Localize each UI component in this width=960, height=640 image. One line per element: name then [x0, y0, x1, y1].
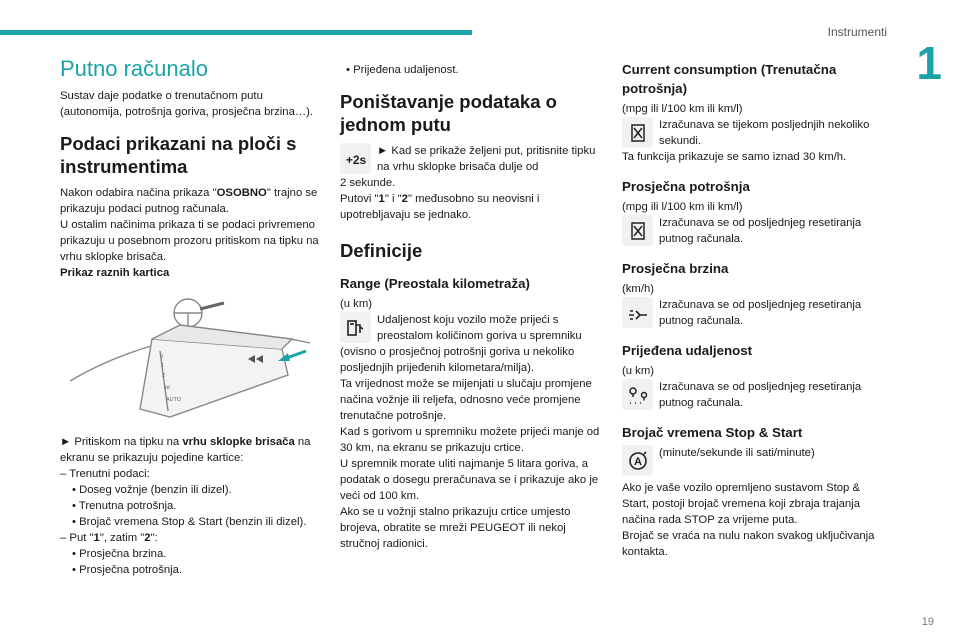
chapter-number: 1: [916, 37, 942, 89]
column-middle: [340, 62, 602, 552]
heading-average-speed: Prosječna brzina: [622, 261, 729, 276]
stalk-label-0: 0: [160, 354, 164, 360]
average-speed-icon: [622, 297, 653, 328]
range-paragraph: Ta vrijednost može se mijenjati u slučaju promjene načina vožnje ili reljefa, odnosno veće promjene trenutačne potrošnje.: [340, 378, 592, 422]
range-definition: Udaljenost koju vozilo može prijeći s preostalom količinom goriva u spremniku: [340, 312, 602, 344]
avg-speed-definition: Izračunava se od posljednjeg resetiranja putnog računala.: [622, 297, 884, 329]
column-right: [622, 60, 884, 560]
heading-display: Podaci prikazani na ploči s instrumentima: [60, 133, 297, 177]
stalk-label-1: 1: [161, 363, 165, 369]
stop-start-paragraph: Brojač se vraća na nulu nakon svakog uključivanja kontakta.: [622, 530, 875, 558]
distance-unit: (u km): [622, 365, 655, 377]
stalk-label-auto: AUTO: [166, 397, 182, 403]
list-current-data: – Trenutni podaci:: [60, 468, 150, 480]
list-item: • Trenutna potrošnja.: [72, 500, 177, 512]
intro-paragraph: Sustav daje podatke o trenutačnom putu (autonomija, potrošnja goriva, prosječna brzina…).: [60, 90, 314, 118]
average-consumption-icon: [622, 215, 653, 246]
current-definition: Izračunava se tijekom posljednjih nekoliko sekundi.: [622, 117, 884, 149]
range-paragraph: Ako se u vožnji stalno prikazuju crtice umjesto brojeva, obratite se mreži PEUGEOT ili nekoj stručnoj radionici.: [340, 506, 571, 550]
reset-paragraph: Putovi "1" i "2" međusobno su neovisni i upotrebljavaju se jednako.: [340, 193, 540, 221]
current-note: Ta funkcija prikazuje se samo iznad 30 km/h.: [622, 151, 847, 163]
list-item: • Prosječna potrošnja.: [72, 564, 183, 576]
avg-speed-unit: (km/h): [622, 283, 655, 295]
range-unit: (u km): [340, 298, 373, 310]
avg-consumption-unit: (mpg ili l/100 km ili km/l): [622, 201, 743, 213]
list-trip: – Put "1", zatim "2":: [60, 532, 158, 544]
paragraph-personal-mode: Nakon odabira načina prikaza "OSOBNO" trajno se prikazuju podaci putnog računala.: [60, 187, 318, 215]
avg-consumption-definition: Izračunava se od posljednjeg resetiranja putnog računala.: [622, 215, 884, 247]
paragraph-cards-label: Prikaz raznih kartica: [60, 267, 170, 279]
fuel-range-icon: [340, 312, 371, 343]
page-number: 19: [921, 616, 934, 628]
stop-start-definition: A (minute/sekunde ili sati/minute): [622, 445, 884, 476]
heading-current-consumption: Current consumption (Trenutačna potrošnja): [622, 62, 837, 96]
wiper-stalk-illustration: [60, 291, 322, 421]
range-paragraph: Kad s gorivom u spremniku možete prijeći manje od 30 km, na ekranu se prikazuju crtice.: [340, 426, 600, 454]
distance-travelled-icon: [622, 379, 653, 410]
column-left: [60, 56, 322, 578]
heading-stop-start: Brojač vremena Stop & Start: [622, 425, 803, 440]
svg-text:+2s: +2s: [345, 152, 366, 167]
reset-duration: 2 sekunde.: [340, 177, 396, 189]
distance-definition: Izračunava se od posljednjeg resetiranja putnog računala.: [622, 379, 884, 411]
list-item: • Doseg vožnje (benzin ili dizel).: [72, 484, 232, 496]
current-unit: (mpg ili l/100 km ili km/l): [622, 103, 743, 115]
range-paragraph: U spremnik morate uliti najmanje 5 litara goriva, a podatak o dosegu preračunava se i prikazuje ako je veći od 100 km.: [340, 458, 599, 502]
heading-distance: Prijeđena udaljenost: [622, 343, 753, 358]
list-item: • Brojač vremena Stop & Start (benzin ili dizel).: [72, 516, 307, 528]
stalk-label-int: int: [164, 385, 170, 391]
heading-average-consumption: Prosječna potrošnja: [622, 179, 750, 194]
press-2s-icon: [340, 143, 371, 174]
section-title: Instrumenti: [827, 25, 887, 39]
heading-definitions: Definicije: [340, 240, 423, 261]
list-item: • Prosječna brzina.: [72, 548, 167, 560]
instruction-press-button: ► Pritiskom na tipku na vrhu sklopke brisača na ekranu se prikazuju pojedine kartice:: [60, 436, 311, 464]
paragraph-other-modes: U ostalim načinima prikaza ti se podaci privremeno prikazuju u posebnom prozoru pritiskom na tipku na vrhu sklopke brisača.: [60, 219, 319, 263]
reset-instruction: +2s ► Kad se prikaže željeni put, pritisnite tipku na vrhu sklopke brisača dulje od: [340, 143, 602, 175]
heading-reset: Poništavanje podataka o jednom putu: [340, 91, 557, 135]
heading-range: Range (Preostala kilometraža): [340, 276, 530, 291]
range-paragraph: (ovisno o prosječnoj potrošnji goriva u nekoliko posljednjih prijeđenih kilometara/milja).: [340, 346, 575, 374]
page-heading: Putno računalo: [60, 56, 208, 81]
stop-start-paragraph: Ako je vaše vozilo opremljeno sustavom Stop & Start, postoji brojač vremena koji zbraja trajanja načina rada STOP za vrijeme puta.: [622, 482, 860, 526]
header-accent-bar: [0, 30, 472, 35]
fuel-consumption-icon: [622, 117, 653, 148]
svg-text:A: A: [633, 455, 642, 468]
list-item: • Prijeđena udaljenost.: [346, 64, 459, 76]
stalk-label-2: 2: [162, 373, 166, 379]
stop-start-icon: [622, 445, 653, 476]
